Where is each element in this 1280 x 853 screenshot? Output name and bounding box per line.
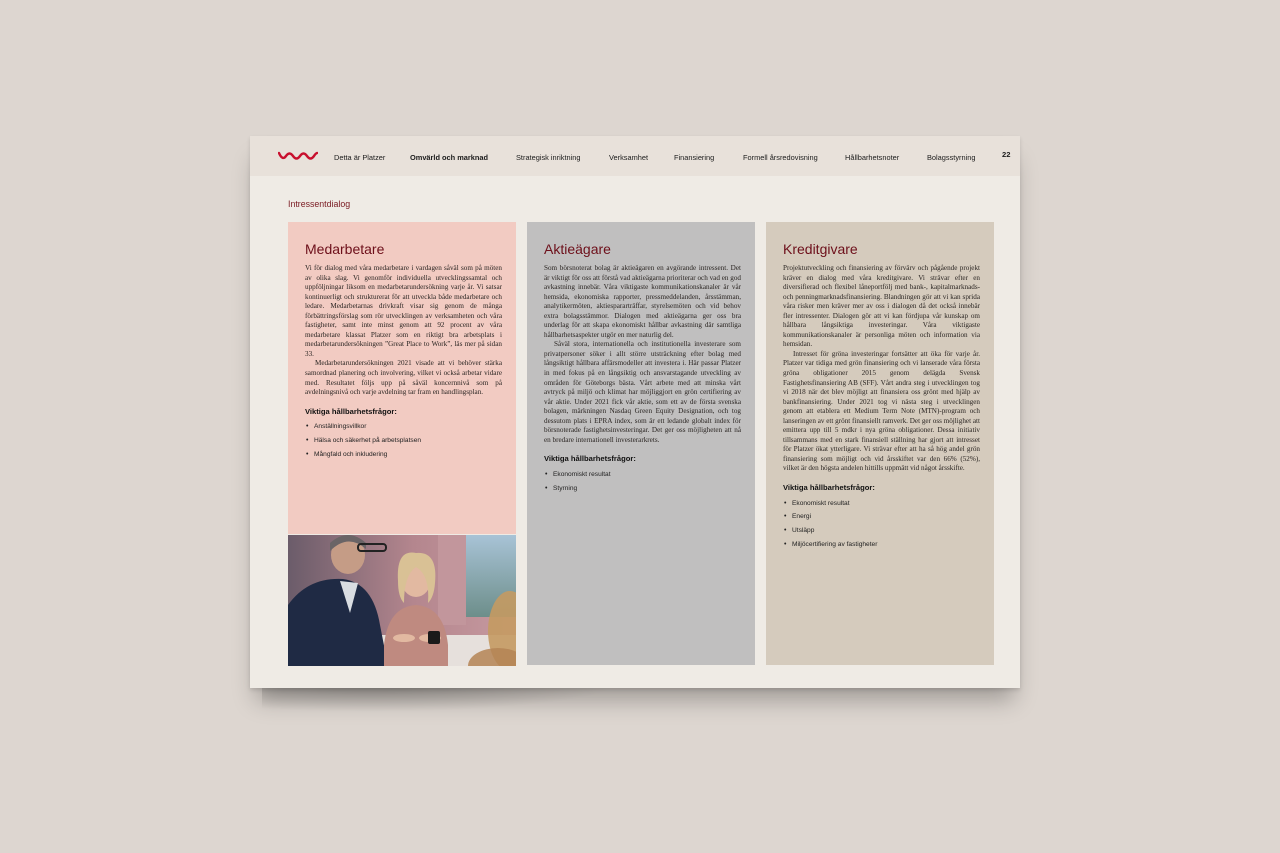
questions-list xyxy=(544,468,741,496)
nav-item-verksamhet[interactable]: Verksamhet xyxy=(609,153,649,162)
nav-item-omvarld-och-marknad[interactable]: Omvärld och marknad xyxy=(410,153,489,162)
list-item: • Hälsa och säkerhet på arbetsplatsen xyxy=(305,434,502,448)
questions-list xyxy=(305,420,502,461)
paragraph: Såväl stora, internationella och institutionella investerare som privatpersoner söker i allt större utsträckning efter bolag med långsiktigt hållbara affärsmodeller att investera i. Här passar Platzer in med fokus på en långsiktig och ansvarstagande utveckling av områden för Göteborgs bästa. Vårt arbete med att minska vårt avtryck på miljö och klimat har möjliggjort en grön certifiering av vår aktie. Under 2021 fick vår aktie, som ett av de första svenska bolagen, märkningen Nasdaq Green Equity Designation, och tog dessutom plats i EPRA index, som är ett ledande globalt index för börsnoterade fastighetsinvesteringar. Det ger oss möjligheten att nå en bredare internationell investerarkrets. xyxy=(544,340,741,444)
page-number: 22 xyxy=(1002,150,1011,159)
list-item: • Energi xyxy=(783,510,980,524)
list-item: • Mångfald och inkludering xyxy=(305,448,502,462)
column-kreditgivare xyxy=(766,222,994,665)
paragraph: Vi för dialog med våra medarbetare i vardagen såväl som på möten av olika slag. Vi genomför individuella utvecklingssamtal och uppföljningar liksom en medarbetarundersökning varje år. Vi satsar kontinuerligt och strukturerat för att utveckla både medarbetare och ledare. Medarbetarnas drivkraft visar sig genom de många förbättringsförslag som rör utvecklingen av verksamheten och våra fastigheter, samt inte minst genom att 92 procent av våra medarbetare klassat Platzer som en riktigt bra arbetsplats i medarbetarundersökningen ”Great Place to Work”, läs mer på sidan 33. xyxy=(305,264,502,358)
nav-item-formell-arsredovisning[interactable]: Formell årsredovisning xyxy=(743,153,818,162)
nav-item-finansiering[interactable]: Finansiering xyxy=(674,153,715,162)
questions-title: Viktiga hållbarhetsfrågor: xyxy=(305,406,397,416)
questions-title: Viktiga hållbarhetsfrågor: xyxy=(544,454,636,464)
column-body xyxy=(783,264,980,552)
meeting-photo xyxy=(288,535,516,666)
section-title: Intressentdialog xyxy=(288,199,351,209)
list-item: • Ekonomiskt resultat xyxy=(544,468,741,482)
list-item: • Ekonomiskt resultat xyxy=(783,497,980,511)
nav-item-detta-ar-platzer[interactable]: Detta är Platzer xyxy=(334,153,386,162)
nav-item-hallbarhetsnoter[interactable]: Hållbarhetsnoter xyxy=(845,153,900,162)
column-body xyxy=(544,264,741,496)
list-item: • Anställningsvillkor xyxy=(305,420,502,434)
meeting-photo-illustration xyxy=(288,535,516,666)
paragraph: Projektutveckling och finansiering av förvärv och pågående projekt kräver en dialog med våra kreditgivare. Vi strävar efter en diversifierad och flexibel låneportfölj med bank-, kapitalmarknads- och penningmarknadsfinansiering. Blandningen gör att vi kan sprida våra risker men kräver mer av oss i dialogen då det också innebär fler intressenter. Dialogen gör att vi kan fördjupa vår kunskap om hållbara långsiktiga investeringar. Våra viktigaste kommunikationskanaler är personliga möten och information via hemsidan. xyxy=(783,264,980,349)
paragraph: Medarbetarundersökningen 2021 visade att vi behöver stärka samordnad planering och involvering, vilket vi också arbetar vidare med. Resultatet följs upp på såväl koncernnivå som på avdelningsnivå och varje avdelning tar fram en handlingsplan. xyxy=(305,359,502,397)
questions-list xyxy=(783,497,980,552)
column-body xyxy=(305,264,502,462)
column-heading: Kreditgivare xyxy=(783,241,858,257)
questions-title: Viktiga hållbarhetsfrågor: xyxy=(783,483,875,493)
list-item: • Utsläpp xyxy=(783,524,980,538)
list-item: • Styrning xyxy=(544,482,741,496)
nav-item-bolagsstyrning[interactable]: Bolagsstyrning xyxy=(927,153,976,162)
paragraph: Intresset för gröna investeringar fortsätter att öka för varje år. Platzer var tidiga med grön finansiering och vi lanserade våra första gröna obligationer 2015 genom delägda Svensk Fastighetsfinansiering AB (SFF). Vårt andra steg i utvecklingen tog vi 2018 när det blev möjligt att finansiera oss grönt med hjälp av bankfinansiering. Under 2021 tog vi nästa steg i utvecklingen genom att etablera ett Medium Term Note (MTN)-program och lanseringen av ett grönt finansiellt ramverk. Det ger oss möjlighet att emittera upp till 5 mdkr i nya gröna obligationer. Dessa initiativ tillsammans med en stark finansiell ställning har gjort att intresset för Platzer ökat ytterligare. Vi strävar efter att ha så hög andel grön finansiering som möjligt och vid årsskiftet var den 66% (52%), vilket är den högsta andelen hittills uppmätt vid något årsskifte. xyxy=(783,349,980,473)
column-aktieagare xyxy=(527,222,755,665)
column-heading: Aktieägare xyxy=(544,241,611,257)
column-medarbetare xyxy=(288,222,516,534)
document-page xyxy=(250,136,1020,688)
platzer-logo-icon xyxy=(278,150,318,162)
top-navigation xyxy=(250,136,1020,176)
nav-item-strategisk-inriktning[interactable]: Strategisk inriktning xyxy=(516,153,581,162)
list-item: • Miljöcertifiering av fastigheter xyxy=(783,538,980,552)
column-heading: Medarbetare xyxy=(305,241,385,257)
paragraph: Som börsnoterat bolag är aktieägaren en avgörande intressent. Det är viktigt för oss att förstå vad aktieägarna prioriterar och vad en god avkastning innebär. Våra viktigaste kommunikationskanaler är vår hemsida, ekonomiska rapporter, pressmeddelanden, årsstämman, analytikermöten, aktiespararträffar, styrelsemöten och vid behov extra bolagsstämmor. Dialogen med aktieägarna ger oss bra underlag för att skapa ekonomiskt hållbar avkastning där samtliga hållbarhetsaspekter utgör en mer naturlig del. xyxy=(544,264,741,339)
